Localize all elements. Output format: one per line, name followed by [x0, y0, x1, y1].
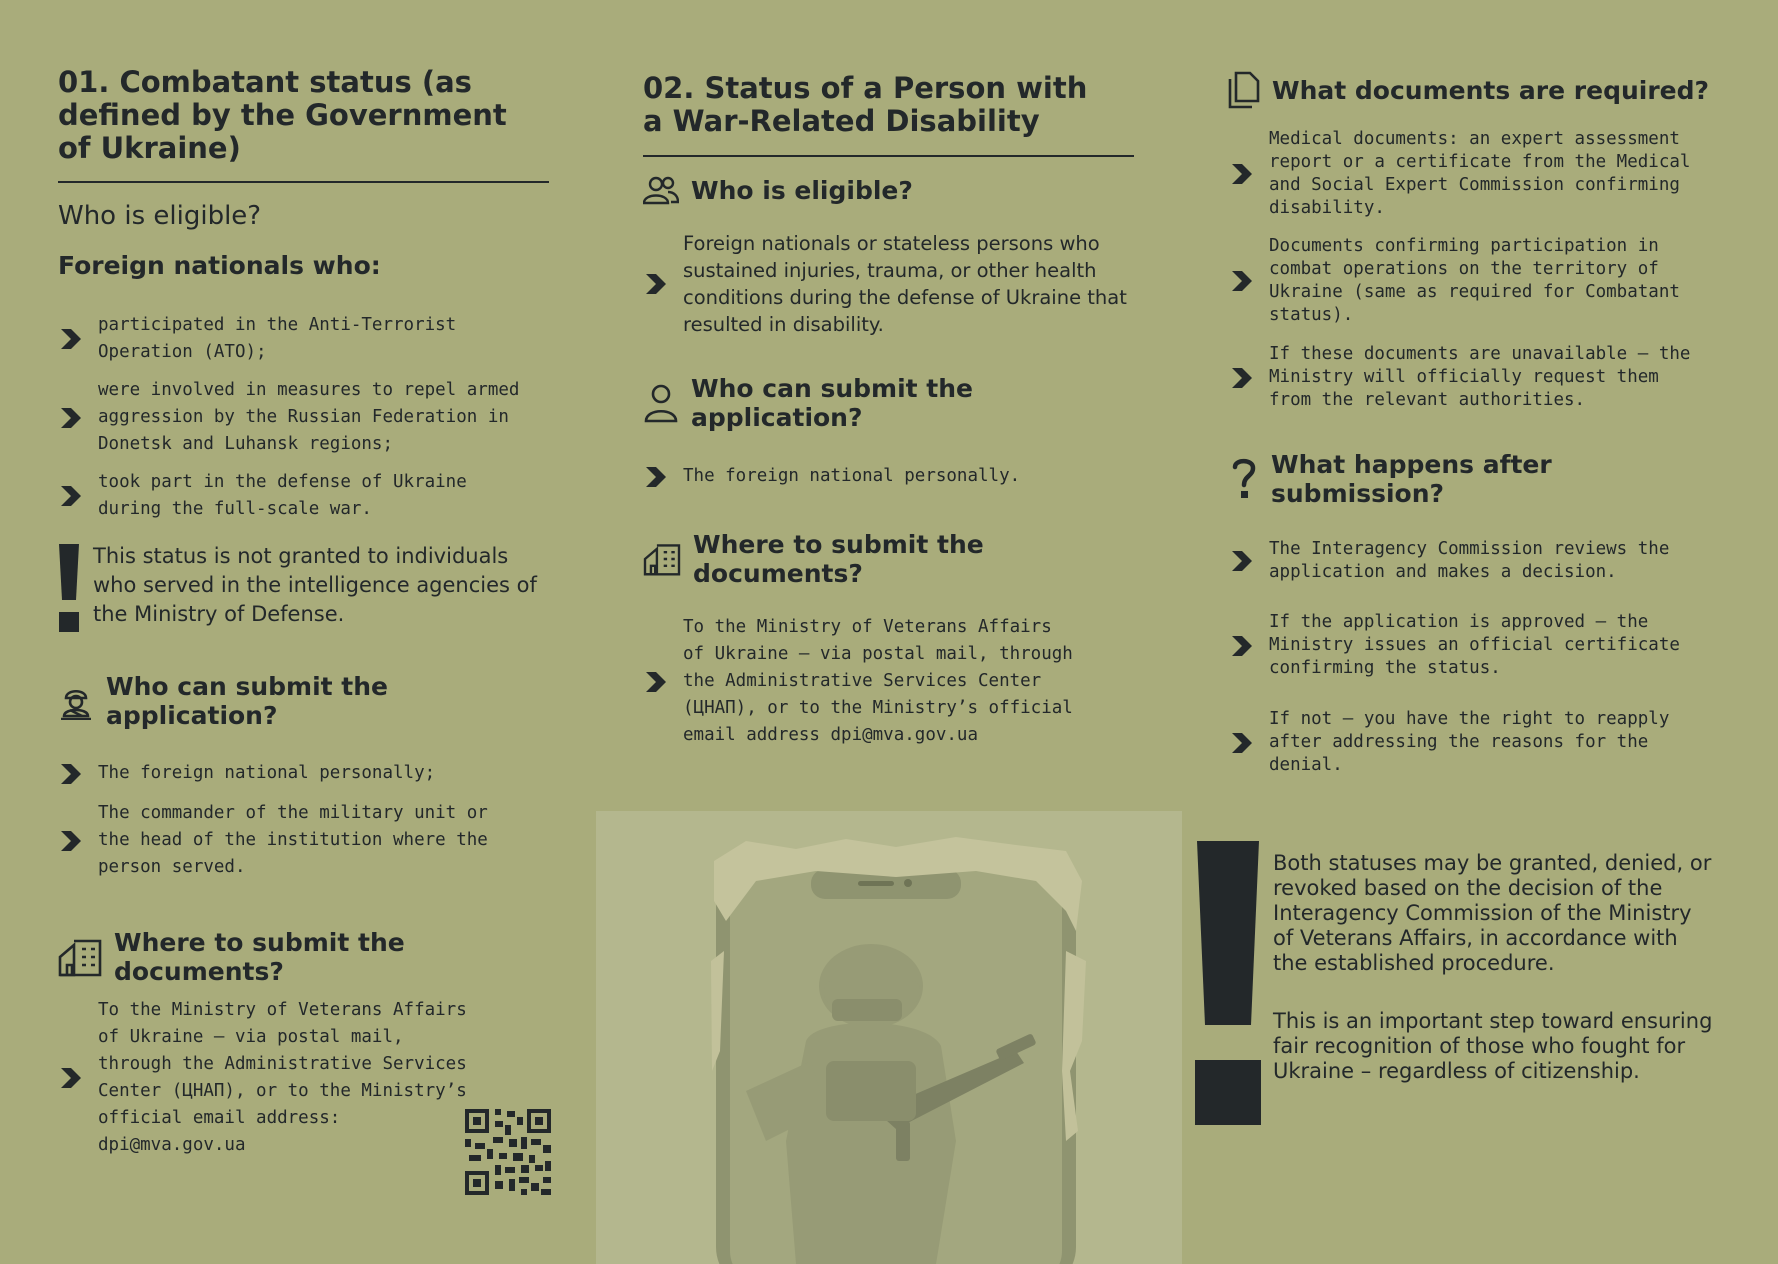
list-item	[58, 997, 478, 1159]
list-item	[1229, 538, 1744, 584]
where-heading: Where to submit the documents?	[114, 928, 405, 986]
chevron-right-icon	[1229, 633, 1255, 659]
eligible-heading: Who is eligible?	[58, 201, 262, 231]
foreign-nationals-heading: Foreign nationals who:	[58, 251, 381, 280]
list-item	[1229, 611, 1744, 680]
list-item	[643, 614, 1083, 749]
submit-item-text: The foreign national personally;	[98, 763, 436, 783]
list-item	[1229, 343, 1744, 412]
section-title-disability: 02. Status of a Person with a War-Related Disability	[643, 71, 1088, 138]
eligible-item-text: took part in the defense of Ukraine during the full-scale war.	[98, 472, 467, 519]
list-item	[58, 312, 558, 366]
docs-item-text: Medical documents: an expert assessment report or a certificate from the Medical and Social Expert Commission confirming disability.	[1269, 129, 1691, 218]
title-divider	[643, 155, 1134, 157]
chevron-right-icon	[1229, 548, 1255, 574]
building-icon	[58, 937, 102, 977]
chevron-right-icon	[643, 464, 669, 490]
qr-code	[465, 1109, 551, 1195]
title-divider	[58, 181, 549, 183]
soldier-illustration	[596, 811, 1182, 1264]
chevron-right-icon	[1229, 730, 1255, 756]
where-text: To the Ministry of Veterans Affairs of Ukraine – via postal mail, through the Administrative Services Center (ЦНАП), or to the Ministry’s official email address: dpi@mva.gov.ua	[98, 1000, 467, 1155]
where-text: To the Ministry of Veterans Affairs of Ukraine – via postal mail, through the Administrative Services Center (ЦНАП), or to the Ministry’s official email address dpi@mva.gov.ua	[683, 617, 1073, 745]
submit-heading: Who can submit the application?	[691, 374, 973, 432]
chevron-right-icon	[643, 669, 669, 695]
chevron-right-icon	[58, 761, 84, 787]
list-item	[643, 463, 1138, 490]
eligible-heading-row	[643, 175, 913, 205]
note-text-2: This is an important step toward ensuring fair recognition of those who fought for Ukraine – regardless of citizenship.	[1273, 1009, 1713, 1083]
exclamation-icon	[58, 544, 80, 634]
note-text-1: Both statuses may be granted, denied, or revoked based on the decision of the Interagency Commission of the Ministry of Veterans Affairs, in accordance with the established procedure.	[1273, 851, 1712, 975]
eligible-item-text: were involved in measures to repel armed aggression by the Russian Federation in Donetsk and Luhansk regions;	[98, 380, 520, 454]
list-item	[643, 230, 1138, 338]
list-item	[1229, 708, 1744, 777]
where-heading-row	[58, 928, 538, 986]
after-item-text: If not – you have the right to reapply after addressing the reasons for the denial.	[1269, 709, 1670, 775]
building-icon	[643, 542, 681, 576]
question-icon	[1231, 457, 1257, 501]
submit-text: The foreign national personally.	[683, 466, 1021, 486]
list-item	[58, 377, 558, 458]
list-item	[1229, 128, 1744, 220]
exclamation-icon	[1195, 841, 1261, 1125]
after-item-text: The Interagency Commission reviews the application and makes a decision.	[1269, 539, 1670, 582]
list-item	[58, 760, 558, 787]
submit-heading-row	[58, 672, 538, 730]
docs-heading-row	[1228, 71, 1709, 109]
section-title-combatant: 01. Combatant status (as defined by the Government of Ukraine)	[58, 65, 507, 165]
soldier-icon	[58, 682, 94, 720]
chevron-right-icon	[58, 828, 84, 854]
people-icon	[643, 175, 679, 205]
chevron-right-icon	[58, 483, 84, 509]
chevron-right-icon	[58, 1065, 84, 1091]
chevron-right-icon	[643, 271, 669, 297]
list-item	[58, 469, 558, 523]
list-item	[1229, 235, 1744, 327]
after-heading-row	[1231, 450, 1571, 508]
chevron-right-icon	[58, 405, 84, 431]
submit-heading: Who can submit the application?	[106, 672, 388, 730]
after-heading: What happens after submission?	[1271, 450, 1552, 508]
where-heading: Where to submit the documents?	[693, 530, 984, 588]
after-item-text: If the application is approved – the Ministry issues an official certificate confirming the status.	[1269, 612, 1680, 678]
chevron-right-icon	[1229, 268, 1255, 294]
person-icon	[643, 383, 679, 423]
submit-heading-row	[643, 374, 1123, 432]
docs-heading: What documents are required?	[1272, 75, 1710, 105]
where-heading-row	[643, 530, 1123, 588]
eligible-item-text: participated in the Anti-Terrorist Operation (ATO);	[98, 315, 457, 362]
documents-icon	[1228, 71, 1260, 109]
chevron-right-icon	[58, 326, 84, 352]
list-item	[58, 800, 558, 881]
warning-text: This status is not granted to individuals who served in the intelligence agencies of the Ministry of Defense.	[93, 544, 537, 626]
soldier-phone-image	[596, 811, 1182, 1264]
chevron-right-icon	[1229, 365, 1255, 391]
docs-item-text: If these documents are unavailable – the Ministry will officially request them from the relevant authorities.	[1269, 344, 1691, 410]
docs-item-text: Documents confirming participation in combat operations on the territory of Ukraine (same as required for Combatant status).	[1269, 236, 1680, 325]
eligible-text: Foreign nationals or stateless persons who sustained injuries, trauma, or other health conditions during the defense of Ukraine that resulted in disability.	[683, 232, 1127, 336]
submit-item-text: The commander of the military unit or the head of the institution where the person served.	[98, 803, 488, 877]
chevron-right-icon	[1229, 161, 1255, 187]
eligible-heading: Who is eligible?	[691, 175, 913, 205]
